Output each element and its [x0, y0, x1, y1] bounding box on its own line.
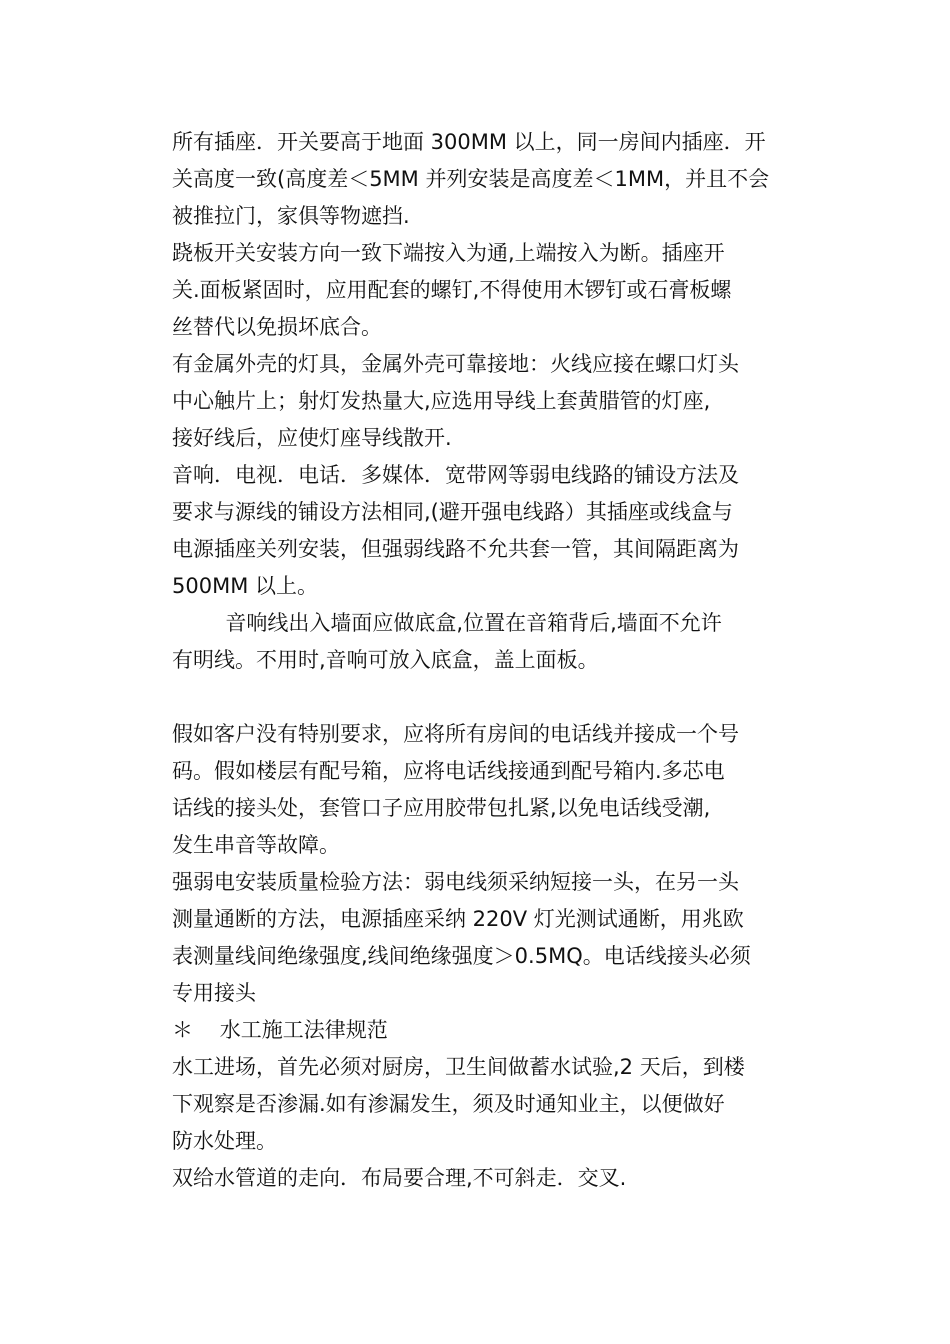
text-line: 假如客户没有特别要求，应将所有房间的电话线并接成一个号 — [172, 722, 739, 746]
text-line: 音响线出入墙面应做底盒,位置在音箱背后,墙面不允许 — [172, 611, 722, 635]
text-line: 丝替代以免损坏底合。 — [172, 315, 382, 339]
text-line: 有明线。不用时,音响可放入底盒，盖上面板。 — [172, 648, 599, 672]
text-line: 要求与源线的铺设方法相同,(避开强电线路）其插座或线盒与 — [172, 500, 733, 524]
document-body — [172, 124, 784, 1197]
text-line: 跷板开关安装方向一致下端按入为通,上端按入为断。插座开 — [172, 241, 725, 265]
text-line: 500MM 以上。 — [172, 574, 318, 598]
text-line: 水工进场，首先必须对厨房，卫生间做蓄水试验,2 天后，到楼 — [172, 1055, 745, 1079]
text-line: 接好线后，应使灯座导线散开. — [172, 426, 452, 450]
text-line: 专用接头 — [172, 981, 256, 1005]
text-line: 表测量线间绝缘强度,线间绝缘强度＞0.5MQ。电话线接头必须 — [172, 944, 751, 968]
text-line: 码。假如楼层有配号箱，应将电话线接通到配号箱内.多芯电 — [172, 759, 725, 783]
text-line: 下观察是否渗漏.如有渗漏发生，须及时通知业主，以便做好 — [172, 1092, 725, 1116]
section-heading: ＊ 水工施工法律规范 — [172, 1018, 388, 1042]
blank-line — [172, 679, 784, 716]
text-line: 音响．电视．电话．多媒体．宽带网等弱电线路的铺设方法及 — [172, 463, 739, 487]
text-line: 关高度一致(高度差＜5MM 并列安装是高度差＜1MM，并且不会 — [172, 167, 770, 191]
text-line: 所有插座．开关要高于地面 300MM 以上，同一房间内插座．开 — [172, 130, 766, 154]
text-line: 有金属外壳的灯具，金属外壳可靠接地：火线应接在螺口灯头 — [172, 352, 739, 376]
text-line: 双给水管道的走向．布局要合理,不可斜走．交叉. — [172, 1166, 627, 1190]
text-line: 测量通断的方法，电源插座采纳 220V 灯光测试通断，用兆欧 — [172, 907, 744, 931]
text-line: 被推拉门，家俱等物遮挡. — [172, 204, 410, 228]
text-line: 强弱电安装质量检验方法：弱电线须采纳短接一头，在另一头 — [172, 870, 739, 894]
text-line: 电源插座关列安装，但强弱线路不允共套一管，其间隔距离为 — [172, 537, 739, 561]
text-line: 关.面板紧固时，应用配套的螺钉,不得使用木锣钉或石膏板螺 — [172, 278, 732, 302]
text-line: 话线的接头处，套管口子应用胶带包扎紧,以免电话线受潮, — [172, 796, 711, 820]
text-line: 中心触片上；射灯发热量大,应选用导线上套黄腊管的灯座, — [172, 389, 711, 413]
text-line: 发生串音等故障。 — [172, 833, 340, 857]
text-line: 防水处理。 — [172, 1129, 277, 1153]
